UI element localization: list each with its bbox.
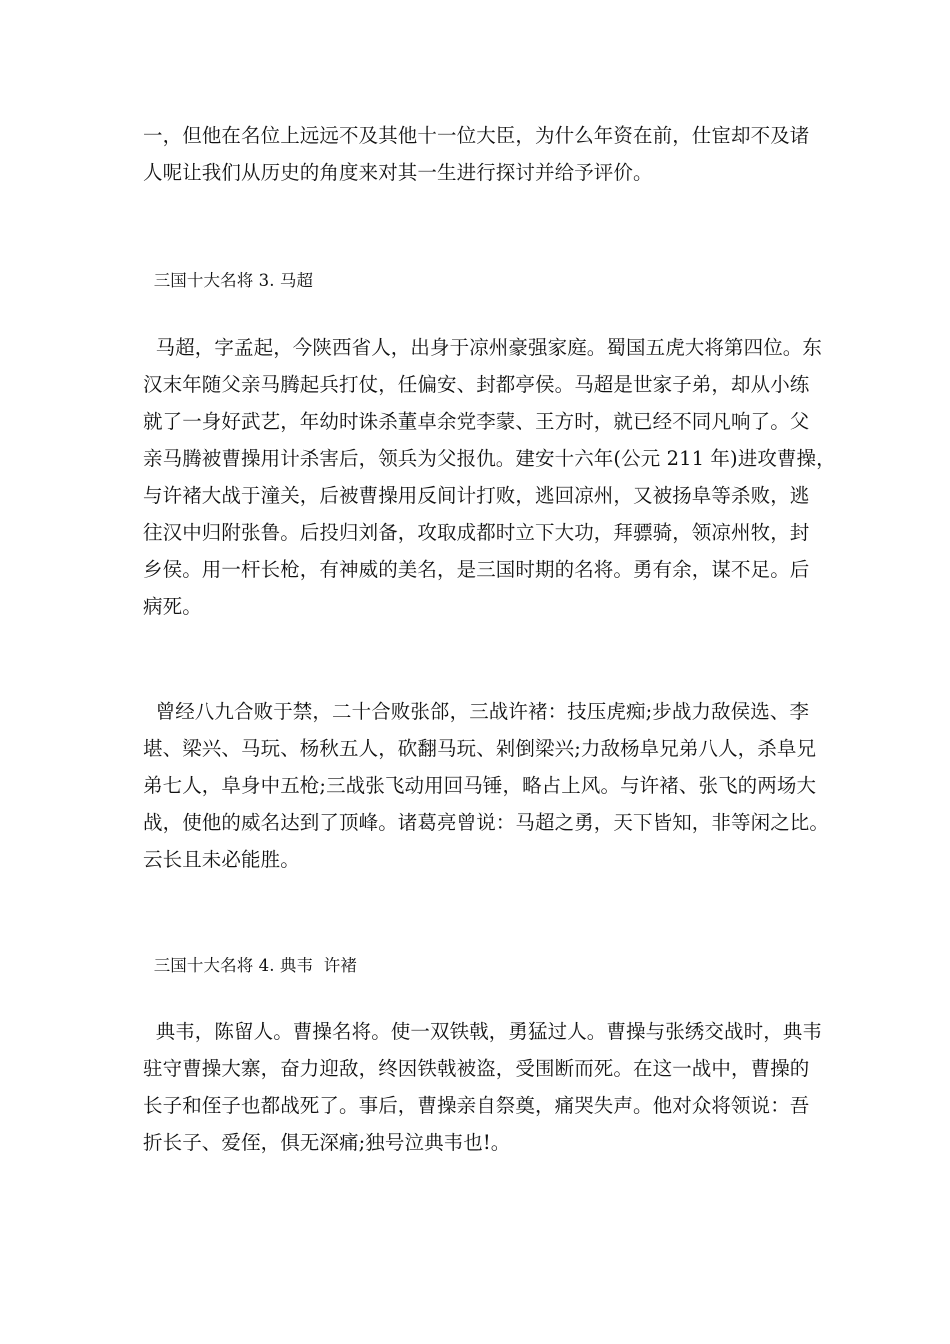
dianwei-para1-line: 驻守曹操大寨，奋力迎敌，终因铁戟被盗，受围断而死。在这一战中，曹操的 — [143, 1057, 810, 1080]
machao-para2-line: 堪、梁兴、马玩、杨秋五人，砍翻马玩、剁倒梁兴;力敌杨阜兄弟八人，杀阜兄 — [143, 737, 817, 760]
intro-line: 人呢让我们从历史的角度来对其一生进行探讨并给予评价。 — [143, 161, 653, 184]
machao-para1-line: 病死。 — [143, 595, 202, 618]
machao-para1-line: 亲马腾被曹操用计杀害后，领兵为父报仇。建安十六年(公元 211 年)进攻曹操， — [143, 447, 836, 470]
machao-para2-line: 曾经八九合败于禁，二十合败张郃，三战许褚：技压虎痴;步战力敌侯选、李 — [143, 700, 810, 723]
section-heading-dianwei: 三国十大名将 4. 典韦 许褚 — [143, 956, 358, 975]
machao-para2-line: 弟七人，阜身中五枪;三战张飞动用回马锤，略占上风。与许褚、张飞的两场大 — [143, 774, 817, 797]
machao-para1-line: 往汉中归附张鲁。后投归刘备，攻取成都时立下大功，拜骠骑，领凉州牧，封 — [143, 521, 810, 544]
dianwei-para1-line: 典韦，陈留人。曹操名将。使一双铁戟，勇猛过人。曹操与张绣交战时，典韦 — [143, 1020, 822, 1043]
machao-para1-line: 马超，字孟起，今陕西省人，出身于凉州豪强家庭。蜀国五虎大将第四位。东 — [143, 336, 822, 359]
machao-para1-line: 乡侯。用一杆长枪，有神威的美名，是三国时期的名将。勇有余，谋不足。后 — [143, 558, 810, 581]
dianwei-para1-line: 折长子、爱侄，俱无深痛;独号泣典韦也!。 — [143, 1131, 511, 1154]
dianwei-para1-line: 长子和侄子也都战死了。事后，曹操亲自祭奠，痛哭失声。他对众将领说：吾 — [143, 1094, 810, 1117]
machao-para2-line: 云长且未必能胜。 — [143, 848, 300, 871]
machao-para2-line: 战，使他的威名达到了顶峰。诸葛亮曾说：马超之勇，天下皆知，非等闲之比。 — [143, 811, 830, 834]
machao-para1-line: 与许褚大战于潼关，后被曹操用反间计打败，逃回凉州，又被扬阜等杀败，逃 — [143, 484, 810, 507]
machao-para1-line: 就了一身好武艺，年幼时诛杀董卓余党李蒙、王方时，就已经不同凡响了。父 — [143, 410, 810, 433]
intro-line: 一，但他在名位上远远不及其他十一位大臣，为什么年资在前，仕宦却不及诸 — [143, 124, 810, 147]
section-heading-machao: 三国十大名将 3. 马超 — [143, 271, 314, 290]
machao-para1-line: 汉末年随父亲马腾起兵打仗，任偏安、封都亭侯。马超是世家子弟，却从小练 — [143, 373, 810, 396]
